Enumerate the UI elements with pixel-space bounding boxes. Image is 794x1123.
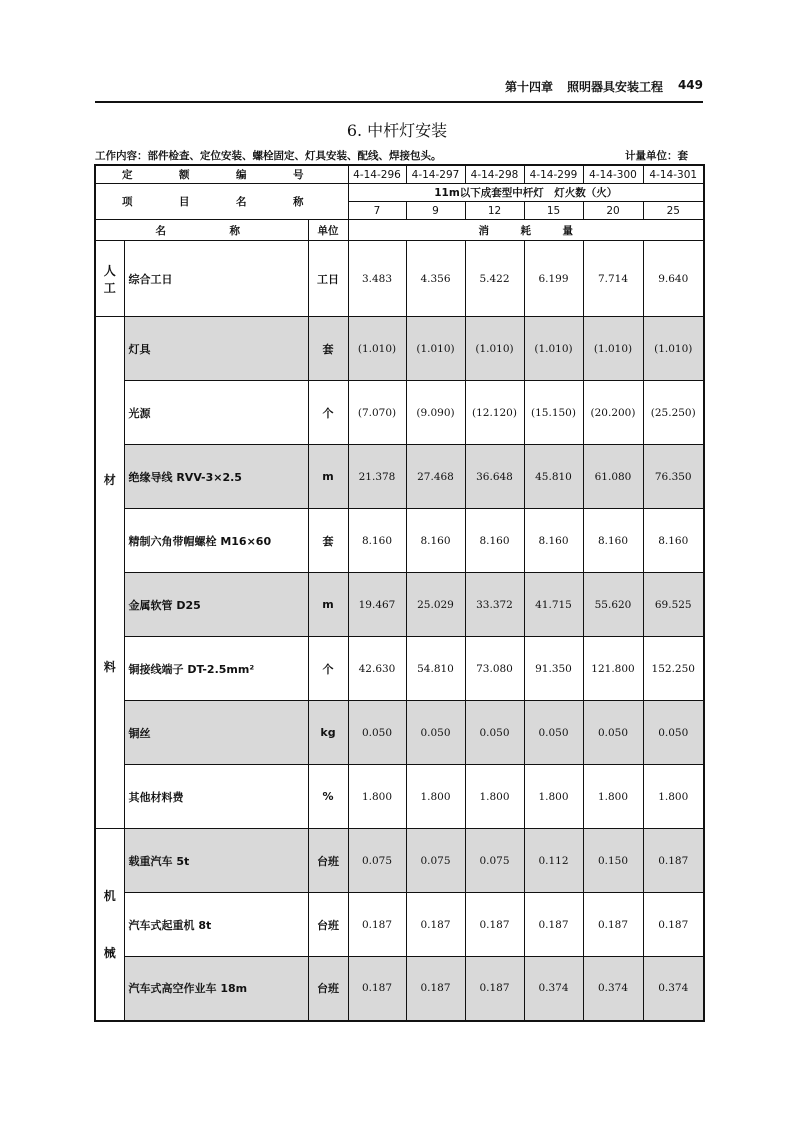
item-name: 铜接线端子 DT-2.5mm² <box>124 637 308 701</box>
value-cell: 33.372 <box>465 573 524 637</box>
value-cell: 27.468 <box>406 445 465 509</box>
item-name-label: 项 目 名 称 <box>95 184 348 220</box>
table-row <box>95 765 704 829</box>
table-row <box>95 637 704 701</box>
name-column-header: 名 称 <box>95 220 308 241</box>
value-cell: 69.525 <box>643 573 704 637</box>
value-cell: (1.010) <box>643 317 704 381</box>
value-cell: 3.483 <box>348 241 406 317</box>
chapter-label: 第十四章 <box>504 80 553 94</box>
unit-column-header: 单位 <box>308 220 348 241</box>
value-cell: 0.187 <box>583 893 643 957</box>
value-cell: 0.374 <box>524 957 583 1021</box>
value-cell: 1.800 <box>524 765 583 829</box>
item-unit: 台班 <box>308 893 348 957</box>
item-name: 铜丝 <box>124 701 308 765</box>
item-name: 绝缘导线 RVV-3×2.5 <box>124 445 308 509</box>
value-cell: 0.150 <box>583 829 643 893</box>
item-unit: 套 <box>308 317 348 381</box>
item-name: 灯具 <box>124 317 308 381</box>
category-material: 材 料 <box>95 317 124 829</box>
quota-code: 4-14-296 <box>348 165 406 184</box>
quota-code-label: 定 额 编 号 <box>95 165 348 184</box>
item-unit: m <box>308 573 348 637</box>
value-cell: 21.378 <box>348 445 406 509</box>
value-cell: 0.187 <box>348 893 406 957</box>
value-cell: 0.187 <box>643 893 704 957</box>
value-cell: 0.374 <box>643 957 704 1021</box>
value-cell: 19.467 <box>348 573 406 637</box>
quota-code: 4-14-301 <box>643 165 704 184</box>
header-rule <box>95 101 703 103</box>
quota-table <box>94 164 705 1022</box>
item-unit: 台班 <box>308 829 348 893</box>
quota-code: 4-14-300 <box>583 165 643 184</box>
table-row <box>95 957 704 1021</box>
work-content: 工作内容：部件检查、定位安装、螺栓固定、灯具安装、配线、焊接包头。 <box>95 150 442 162</box>
page-number: 449 <box>677 78 703 92</box>
value-cell: 0.050 <box>348 701 406 765</box>
value-cell: 0.050 <box>583 701 643 765</box>
value-cell: 8.160 <box>583 509 643 573</box>
value-cell: 55.620 <box>583 573 643 637</box>
item-name: 金属软管 D25 <box>124 573 308 637</box>
lamp-count: 20 <box>583 202 643 220</box>
table-row <box>95 445 704 509</box>
value-cell: 0.187 <box>524 893 583 957</box>
value-cell: 1.800 <box>348 765 406 829</box>
table-row <box>95 509 704 573</box>
value-cell: (1.010) <box>348 317 406 381</box>
consumption-column-header: 消 耗 量 <box>348 220 704 241</box>
value-cell: 5.422 <box>465 241 524 317</box>
value-cell: 41.715 <box>524 573 583 637</box>
page-title: 6. 中杆灯安装 <box>346 121 448 140</box>
item-unit: 套 <box>308 509 348 573</box>
value-cell: 0.050 <box>465 701 524 765</box>
value-cell: 9.640 <box>643 241 704 317</box>
value-cell: 8.160 <box>524 509 583 573</box>
table-row <box>95 241 704 317</box>
table-row <box>95 381 704 445</box>
value-cell: 8.160 <box>348 509 406 573</box>
lamp-count: 25 <box>643 202 704 220</box>
item-name: 其他材料费 <box>124 765 308 829</box>
item-unit: kg <box>308 701 348 765</box>
value-cell: 76.350 <box>643 445 704 509</box>
value-cell: 152.250 <box>643 637 704 701</box>
table-row <box>95 829 704 893</box>
value-cell: (9.090) <box>406 381 465 445</box>
value-cell: 0.050 <box>406 701 465 765</box>
value-cell: 0.187 <box>348 957 406 1021</box>
item-name: 汽车式高空作业车 18m <box>124 957 308 1021</box>
value-cell: 1.800 <box>643 765 704 829</box>
page-header <box>95 74 703 96</box>
value-cell: 0.075 <box>406 829 465 893</box>
value-cell: 61.080 <box>583 445 643 509</box>
value-cell: 1.800 <box>583 765 643 829</box>
value-cell: 0.374 <box>583 957 643 1021</box>
value-cell: (12.120) <box>465 381 524 445</box>
value-cell: 0.187 <box>465 893 524 957</box>
value-cell: 0.075 <box>348 829 406 893</box>
quota-code: 4-14-297 <box>406 165 465 184</box>
value-cell: (1.010) <box>583 317 643 381</box>
value-cell: (25.250) <box>643 381 704 445</box>
value-cell: 25.029 <box>406 573 465 637</box>
value-cell: 1.800 <box>465 765 524 829</box>
lamp-count: 9 <box>406 202 465 220</box>
value-cell: 0.187 <box>643 829 704 893</box>
item-unit: 个 <box>308 381 348 445</box>
value-cell: 0.187 <box>406 893 465 957</box>
item-name: 光源 <box>124 381 308 445</box>
value-cell: 1.800 <box>406 765 465 829</box>
value-cell: (1.010) <box>406 317 465 381</box>
value-cell: (1.010) <box>524 317 583 381</box>
measure-unit: 计量单位：套 <box>625 150 688 162</box>
value-cell: 42.630 <box>348 637 406 701</box>
value-cell: 45.810 <box>524 445 583 509</box>
value-cell: 54.810 <box>406 637 465 701</box>
value-cell: (7.070) <box>348 381 406 445</box>
lamp-count: 15 <box>524 202 583 220</box>
item-unit: % <box>308 765 348 829</box>
item-name: 载重汽车 5t <box>124 829 308 893</box>
item-name: 综合工日 <box>124 241 308 317</box>
item-name: 汽车式起重机 8t <box>124 893 308 957</box>
value-cell: 4.356 <box>406 241 465 317</box>
value-cell: 8.160 <box>465 509 524 573</box>
item-unit: m <box>308 445 348 509</box>
group-title: 11m以下成套型中杆灯 灯火数（火） <box>348 184 704 202</box>
value-cell: (15.150) <box>524 381 583 445</box>
section-label: 照明器具安装工程 <box>566 80 663 94</box>
value-cell: 0.187 <box>406 957 465 1021</box>
item-name: 精制六角带帽螺栓 M16×60 <box>124 509 308 573</box>
table-row <box>95 701 704 765</box>
value-cell: 73.080 <box>465 637 524 701</box>
value-cell: (1.010) <box>465 317 524 381</box>
lamp-count: 12 <box>465 202 524 220</box>
value-cell: 0.050 <box>643 701 704 765</box>
value-cell: 8.160 <box>406 509 465 573</box>
table-row <box>95 893 704 957</box>
value-cell: 0.187 <box>465 957 524 1021</box>
value-cell: 121.800 <box>583 637 643 701</box>
quota-code: 4-14-298 <box>465 165 524 184</box>
value-cell: 8.160 <box>643 509 704 573</box>
table-row <box>95 317 704 381</box>
item-unit: 台班 <box>308 957 348 1021</box>
category-machine: 机 械 <box>95 829 124 1021</box>
item-unit: 工日 <box>308 241 348 317</box>
value-cell: 0.112 <box>524 829 583 893</box>
item-unit: 个 <box>308 637 348 701</box>
quota-code: 4-14-299 <box>524 165 583 184</box>
value-cell: 0.050 <box>524 701 583 765</box>
table-row <box>95 573 704 637</box>
lamp-count: 7 <box>348 202 406 220</box>
category-labor: 人 工 <box>95 241 124 317</box>
value-cell: 91.350 <box>524 637 583 701</box>
value-cell: 0.075 <box>465 829 524 893</box>
value-cell: 6.199 <box>524 241 583 317</box>
value-cell: 36.648 <box>465 445 524 509</box>
value-cell: (20.200) <box>583 381 643 445</box>
value-cell: 7.714 <box>583 241 643 317</box>
